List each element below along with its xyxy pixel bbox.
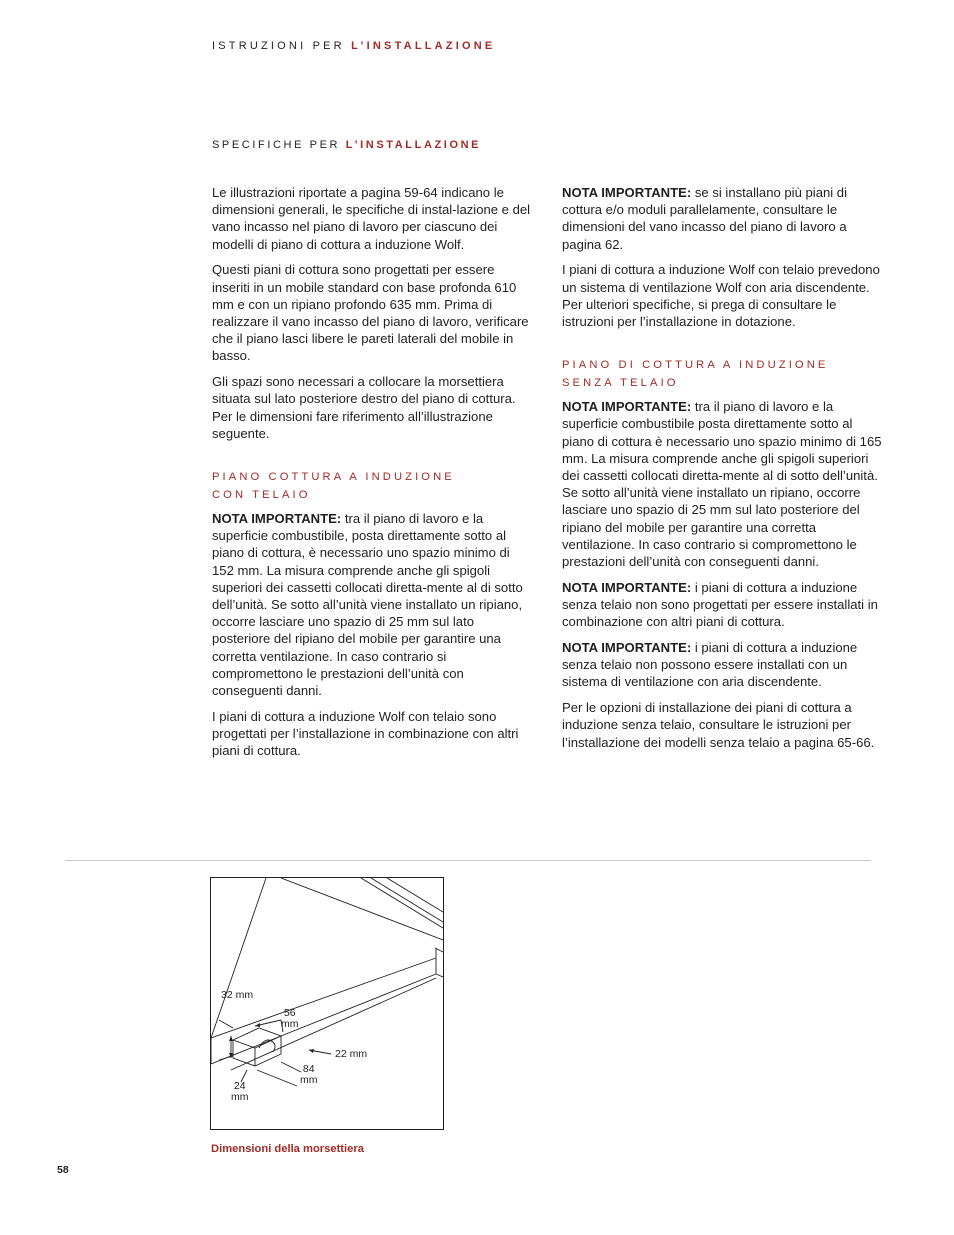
note-text: se si installano più piani di cottura e/o moduli parallelamente, consultare le dimensioni del vano incasso del piano di lavoro a pagina 62. xyxy=(562,185,847,252)
note-label: NOTA IMPORTANTE: xyxy=(562,579,692,595)
dim-84-leader-b xyxy=(281,1062,301,1072)
dim-label-84 xyxy=(300,1064,318,1086)
dim-label-24 xyxy=(231,1081,249,1103)
cooktop-rail-2 xyxy=(371,878,443,922)
cooktop-rail-1 xyxy=(361,878,443,928)
dim-label-24-unit: mm xyxy=(231,1091,249,1103)
frameless-combination-note xyxy=(562,579,884,631)
note-text: i piani di cottura a induzione senza telaio non sono progettati per essere installati in combinazione con altri piani di cottura. xyxy=(562,579,878,630)
dim-label-22: 22 mm xyxy=(335,1048,368,1060)
ventilation-paragraph: I piani di cottura a induzione Wolf con telaio prevedono un sistema di ventilazione Wolf con aria discendente. Per ulteriori specifiche, si prega di consultare le istruzioni per l’installazione in dotazione. xyxy=(562,262,880,330)
cabinet-paragraph: Questi piani di cottura sono progettati per essere inseriti in un mobile standard con base profonda 610 mm e con un ripiano profondo 635 mm. Prima di realizzare il vano incasso del piano di lavoro, verificare che il piano lasci libere le pareti laterali del mobile in basso. xyxy=(212,262,529,364)
right-column xyxy=(562,184,884,759)
front-bottom-edge xyxy=(211,974,436,1064)
subheading-frameless xyxy=(562,356,884,392)
left-column xyxy=(212,184,534,768)
figure-caption: Dimensioni della morsettiera xyxy=(211,1143,364,1155)
section-title-accent: L’INSTALLAZIONE xyxy=(345,139,482,151)
running-header xyxy=(212,40,495,52)
section-title-lead: SPECIFICHE PER xyxy=(212,139,346,151)
dim-label-84-unit: mm xyxy=(300,1074,318,1086)
note-text: i piani di cottura a induzione senza telaio non possono essere installati con un sistema di ventilazione con aria discendente. xyxy=(562,640,858,690)
dim-label-32: 32 mm xyxy=(221,989,254,1001)
note-label: NOTA IMPORTANTE: xyxy=(562,399,692,415)
frameless-clearance-note xyxy=(562,398,884,570)
dim-label-56-value: 56 xyxy=(283,1007,296,1019)
arrow-32-up xyxy=(229,1036,233,1041)
terminal-box-diagram xyxy=(210,877,444,1130)
subheading-framed xyxy=(212,468,534,504)
cooktop-left-edge xyxy=(211,878,266,1064)
note-text: tra il piano di lavoro e la superficie combustibile posta direttamente sotto al piano di cottura è necessario uno spazio minimo di 165 mm. La misura comprende anche gli spigoli superiori dei cassetti collocati diretta-mente al di sotto dell’unità. Se sotto all’unità viene installato un ripiano, occorre lasciare uno spazio di 25 mm sul lato posteriore del ripiano del mobile per garantire una corretta ventilazione. In caso contrario si compromettono le prestazioni dell’unità con conseguenti danni. xyxy=(562,399,882,570)
subheading-frameless-line2: SENZA TELAIO xyxy=(562,377,679,390)
dim-label-56-unit: mm xyxy=(281,1018,299,1030)
section-title xyxy=(212,139,481,151)
framed-combination-paragraph: I piani di cottura a induzione Wolf con telaio sono progettati per l’installazione in combinazione con altri piani di cottura. xyxy=(212,708,519,759)
dim-label-24-value: 24 xyxy=(233,1080,246,1092)
note-text: tra il piano di lavoro e la superficie combustibile, posta direttamente sotto al piano di cottura, è necessario uno spazio minimo di 152 mm. La misura comprende anche gli spigoli superiori dei cassetti collocati diretta-mente al di sotto dell’unità. Se sotto all’unità viene installato un ripiano, occorre lasciare uno spazio di 25 mm sul lato posteriore del ripiano del mobile per garantire una corretta ventilazione. In caso contrario si compromettono le prestazioni dell’unità con conseguenti danni. xyxy=(212,511,523,699)
subheading-framed-line1: PIANO COTTURA A INDUZIONE xyxy=(212,471,455,484)
subheading-frameless-line1: PIANO DI COTTURA A INDUZIONE xyxy=(562,359,829,372)
terminal-box-paragraph: Gli spazi sono necessari a collocare la morsettiera situata sul lato posteriore destro del piano di cottura. Per le dimensioni fare riferimento all’illustrazione seguente. xyxy=(212,374,516,441)
page-number: 58 xyxy=(57,1164,69,1176)
cooktop-back-edge xyxy=(281,878,443,940)
cooktop-rail-3 xyxy=(387,878,443,912)
note-label: NOTA IMPORTANTE: xyxy=(212,511,342,527)
terminal-box-top xyxy=(233,1036,281,1048)
frameless-downdraft-note xyxy=(562,639,884,691)
horizontal-divider xyxy=(65,860,871,861)
intro-paragraph: Le illustrazioni riportate a pagina 59-64 indicano le dimensioni generali, le specifiche di instal-lazione e del vano incasso nel piano di lavoro per ciascuno dei modelli di piano di cottura a induzione Wolf. xyxy=(212,185,531,252)
arrow-22 xyxy=(309,1049,314,1053)
dim-label-84-value: 84 xyxy=(302,1063,315,1075)
running-header-lead: ISTRUZIONI PER xyxy=(212,40,352,52)
arrow-56-left xyxy=(255,1023,260,1027)
note-label: NOTA IMPORTANTE: xyxy=(562,185,692,200)
subheading-framed-line2: CON TELAIO xyxy=(212,489,311,502)
framed-note xyxy=(212,510,534,699)
dim-label-56 xyxy=(281,1008,299,1030)
parallel-install-note xyxy=(562,184,884,253)
lip-bottom xyxy=(436,974,443,977)
dim-32-leader-top xyxy=(219,1020,233,1028)
frameless-options-paragraph: Per le opzioni di installazione dei piani di cottura a induzione senza telaio, consultare le istruzioni per l’installazione dei modelli senza telaio a pagina 65-66. xyxy=(562,700,875,750)
running-header-accent: L’INSTALLAZIONE xyxy=(351,40,496,52)
note-label: NOTA IMPORTANTE: xyxy=(562,640,692,656)
dim-84-leader-a xyxy=(257,1070,297,1086)
